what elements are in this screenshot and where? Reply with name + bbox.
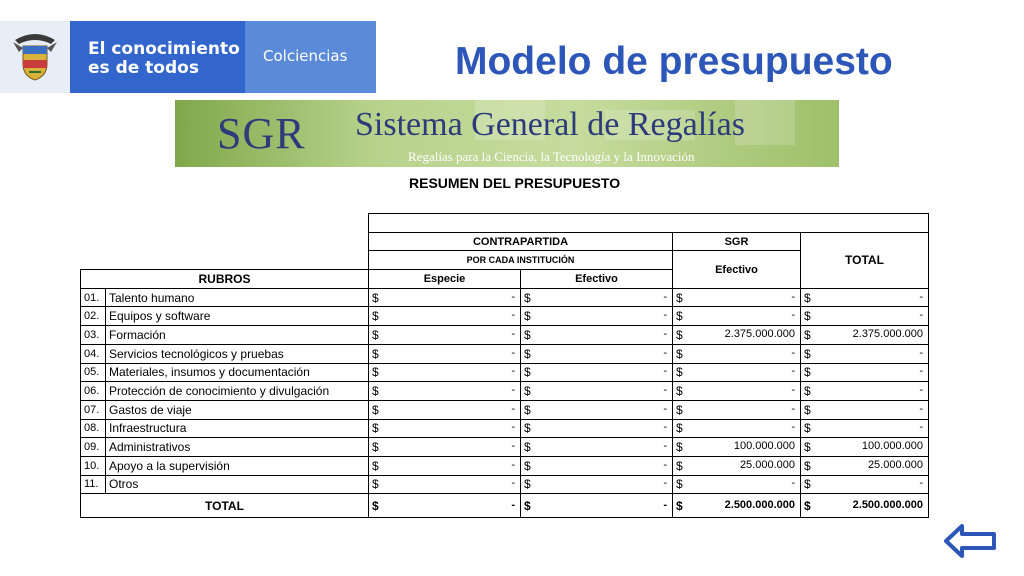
header-logo-bar [0,21,376,93]
row-number: 05. [81,363,106,382]
row-total-cell: $ - [801,382,929,401]
total-especie-cell: $ - [369,494,521,518]
row-efectivo-cell: $ - [521,288,673,307]
row-sgr-cell: $ - [673,288,801,307]
row-rubro-name: Talento humano [106,288,369,307]
row-sgr-cell: $ 2.375.000.000 [673,326,801,345]
table-row [81,363,929,382]
row-total-cell: $ - [801,419,929,438]
row-total-cell: $ 2.375.000.000 [801,326,929,345]
row-rubro-name: Protección de conocimiento y divulgación [106,382,369,401]
table-row [81,438,929,457]
row-efectivo-cell: $ - [521,363,673,382]
total-total-cell: $ 2.500.000.000 [801,494,929,518]
row-especie-cell: $ - [369,475,521,494]
row-total-cell: $ - [801,344,929,363]
row-number: 03. [81,326,106,345]
banner-tagline: Regalías para la Ciencia, la Tecnología y la Innovación [408,149,695,164]
government-slogan-logo [70,21,245,93]
row-rubro-name: Formación [106,326,369,345]
table-row [81,307,929,326]
row-total-cell: $ - [801,288,929,307]
row-especie-cell: $ - [369,400,521,419]
rubros-header: RUBROS [81,270,369,289]
sgr-efectivo-header: Efectivo [673,251,801,288]
sgr-banner [175,100,839,167]
row-efectivo-cell: $ - [521,400,673,419]
row-rubro-name: Infraestructura [106,419,369,438]
row-sgr-cell: $ - [673,344,801,363]
back-arrow-icon[interactable] [942,520,998,562]
row-rubro-name: Materiales, insumos y documentación [106,363,369,382]
page-title: Modelo de presupuesto [455,40,893,83]
row-efectivo-cell: $ - [521,344,673,363]
row-especie-cell: $ - [369,419,521,438]
row-efectivo-cell: $ - [521,419,673,438]
row-especie-cell: $ - [369,326,521,345]
table-row [81,475,929,494]
table-row [81,400,929,419]
row-especie-cell: $ - [369,382,521,401]
row-sgr-cell: $ - [673,400,801,419]
row-number: 07. [81,400,106,419]
row-rubro-name: Gastos de viaje [106,400,369,419]
banner-acronym: SGR [217,109,306,158]
row-number: 04. [81,344,106,363]
row-sgr-cell: $ 100.000.000 [673,438,801,457]
row-especie-cell: $ - [369,438,521,457]
row-rubro-name: Servicios tecnológicos y pruebas [106,344,369,363]
coat-of-arms-logo [0,21,70,93]
row-efectivo-cell: $ - [521,475,673,494]
table-row [81,344,929,363]
row-especie-cell: $ - [369,363,521,382]
row-total-cell: $ - [801,475,929,494]
row-number: 06. [81,382,106,401]
coat-of-arms-icon [11,30,59,84]
row-number: 02. [81,307,106,326]
budget-rows [81,288,929,494]
por-cada-institucion-header: POR CADA INSTITUCIÓN [369,251,673,270]
row-especie-cell: $ - [369,307,521,326]
table-top-row [81,214,929,233]
row-total-cell: $ 100.000.000 [801,438,929,457]
total-column-header: TOTAL [801,232,929,288]
total-efectivo-cell: $ - [521,494,673,518]
table-row [81,382,929,401]
row-number: 01. [81,288,106,307]
contrapartida-header: CONTRAPARTIDA [369,232,673,251]
table-total-row [81,494,929,518]
row-efectivo-cell: $ - [521,438,673,457]
header-spacer-cell [369,214,929,233]
row-number: 08. [81,419,106,438]
total-sgr-cell: $ 2.500.000.000 [673,494,801,518]
row-especie-cell: $ - [369,456,521,475]
especie-header: Especie [369,270,521,289]
banner-title: Sistema General de Regalías [355,106,745,143]
row-especie-cell: $ - [369,288,521,307]
table-row [81,419,929,438]
row-efectivo-cell: $ - [521,382,673,401]
row-sgr-cell: $ - [673,382,801,401]
summary-title: RESUMEN DEL PRESUPUESTO [409,175,621,191]
row-sgr-cell: $ - [673,307,801,326]
table-row [81,326,929,345]
slogan-line-2: es de todos [88,58,199,78]
row-number: 11. [81,475,106,494]
row-rubro-name: Administrativos [106,438,369,457]
row-rubro-name: Otros [106,475,369,494]
row-number: 09. [81,438,106,457]
table-header-row-1 [81,232,929,251]
efectivo-header: Efectivo [521,270,673,289]
row-especie-cell: $ - [369,344,521,363]
row-sgr-cell: $ - [673,475,801,494]
total-row-label: TOTAL [81,494,369,518]
row-total-cell: $ - [801,363,929,382]
row-efectivo-cell: $ - [521,456,673,475]
budget-table [80,213,929,518]
row-sgr-cell: $ 25.000.000 [673,456,801,475]
row-rubro-name: Apoyo a la supervisión [106,456,369,475]
row-total-cell: $ - [801,307,929,326]
table-row [81,456,929,475]
row-sgr-cell: $ - [673,419,801,438]
row-total-cell: $ - [801,400,929,419]
row-number: 10. [81,456,106,475]
table-row [81,288,929,307]
colciencias-logo: Colciencias [245,21,376,93]
row-total-cell: $ 25.000.000 [801,456,929,475]
sgr-header: SGR [673,232,801,251]
row-sgr-cell: $ - [673,363,801,382]
row-rubro-name: Equipos y software [106,307,369,326]
row-efectivo-cell: $ - [521,326,673,345]
row-efectivo-cell: $ - [521,307,673,326]
slogan-line-1: El conocimiento [88,39,240,59]
